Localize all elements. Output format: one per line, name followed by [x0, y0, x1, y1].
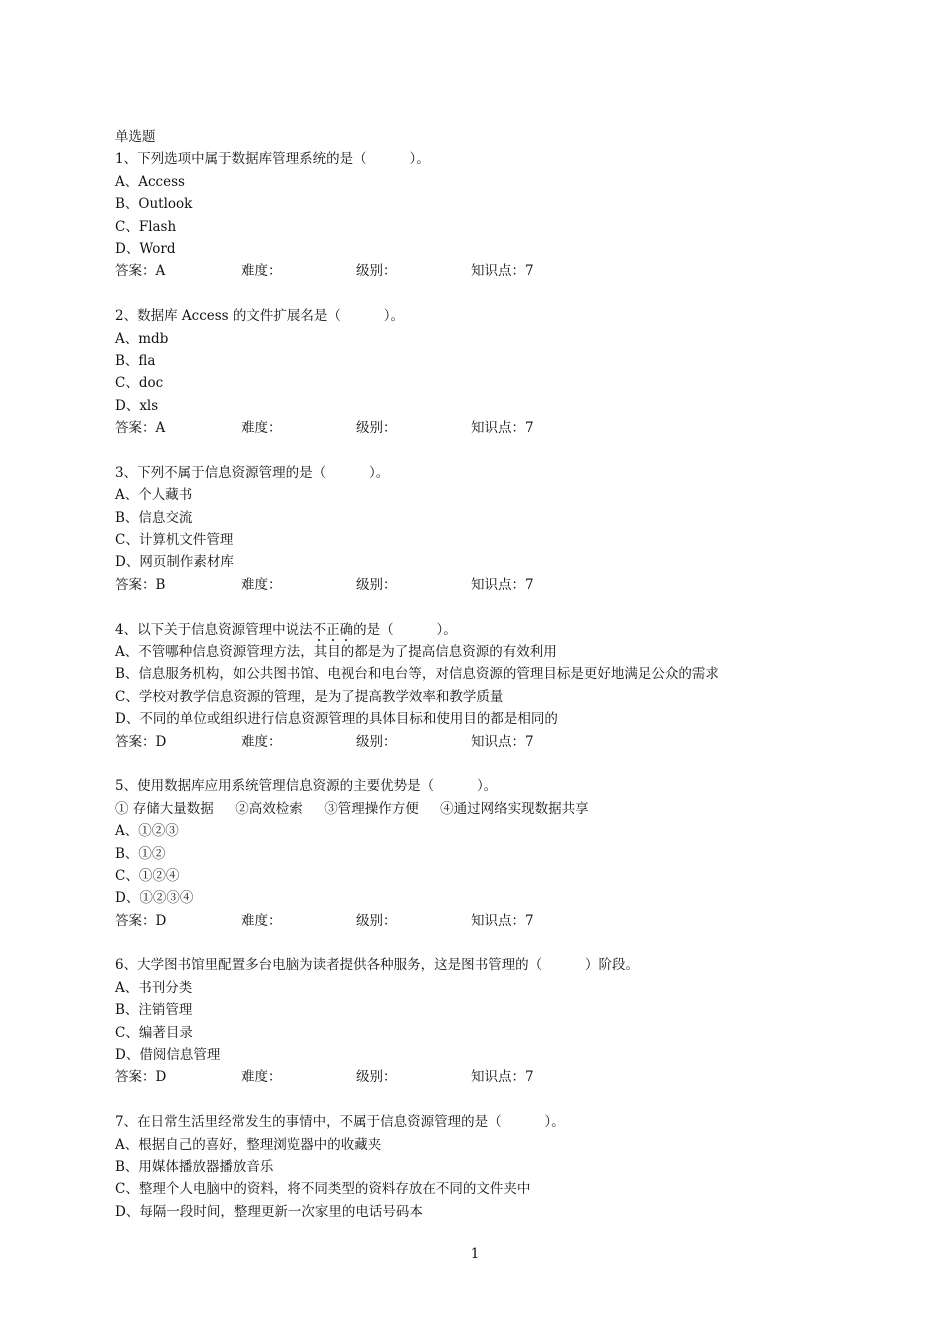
option-d: D、①②③④: [115, 890, 194, 907]
knowledge-field: 知识点：7: [471, 263, 534, 280]
level-label: 级别：: [356, 420, 397, 437]
difficulty-label: 难度：: [241, 733, 282, 750]
option-b: B、fla: [115, 352, 156, 369]
question-stem: 5、使用数据库应用系统管理信息资源的主要优势是（ ）。: [115, 778, 498, 795]
level-label: 级别：: [356, 263, 397, 280]
option-c: C、整理个人电脑中的资料，将不同类型的资料存放在不同的文件夹中: [115, 1181, 531, 1198]
option-d: D、Word: [115, 240, 176, 257]
option-d: D、借阅信息管理: [115, 1047, 221, 1064]
knowledge-field: 知识点：7: [471, 733, 534, 750]
option-a: A、根据自己的喜好，整理浏览器中的收藏夹: [115, 1136, 382, 1153]
option-c: C、计算机文件管理: [115, 532, 234, 549]
level-label: 级别：: [356, 912, 397, 929]
option-b: B、信息交流: [115, 509, 193, 526]
question-stem: 3、下列不属于信息资源管理的是（ ）。: [115, 464, 390, 481]
answer-field: 答案：A: [115, 263, 166, 280]
option-d: D、每隔一段时间，整理更新一次家里的电话号码本: [115, 1203, 423, 1220]
option-d: D、不同的单位或组织进行信息资源管理的具体目标和使用目的都是相同的: [115, 711, 558, 728]
answer-field: 答案：D: [115, 1069, 167, 1086]
question-stem: 2、数据库 Access 的文件扩展名是（ ）。: [115, 308, 405, 325]
option-b: B、用媒体播放器播放音乐: [115, 1158, 274, 1175]
option-a: A、Access: [115, 173, 185, 190]
knowledge-field: 知识点：7: [471, 1069, 534, 1086]
option-c: C、编著目录: [115, 1024, 193, 1041]
difficulty-label: 难度：: [241, 420, 282, 437]
option-d: D、xls: [115, 397, 159, 414]
answer-row: [115, 260, 895, 282]
question-4: [115, 619, 895, 753]
option-a: A、个人藏书: [115, 487, 193, 504]
question-3: [115, 462, 895, 596]
question-1: [115, 148, 895, 282]
option-b: B、Outlook: [115, 196, 193, 213]
section-title: 单选题: [115, 129, 156, 145]
option-b: B、①②: [115, 845, 166, 862]
option-b: B、注销管理: [115, 1002, 193, 1019]
level-label: 级别：: [356, 576, 397, 593]
knowledge-field: 知识点：7: [471, 576, 534, 593]
level-label: 级别：: [356, 1069, 397, 1086]
difficulty-label: 难度：: [241, 912, 282, 929]
answer-field: 答案：D: [115, 912, 167, 929]
option-a: A、mdb: [115, 330, 169, 347]
knowledge-field: 知识点：7: [471, 912, 534, 929]
answer-row: [115, 574, 895, 596]
difficulty-label: 难度：: [241, 1069, 282, 1086]
question-stem: 4、以下关于信息资源管理中说法不正确的是（ ）。: [115, 621, 457, 638]
option-c: C、doc: [115, 375, 164, 392]
option-c: C、学校对教学信息资源的管理，是为了提高教学效率和教学质量: [115, 688, 504, 705]
question-note: ① 存储大量数据 ②高效检索 ③管理操作方便 ④通过网络实现数据共享: [115, 800, 589, 817]
difficulty-label: 难度：: [241, 263, 282, 280]
option-d: D、网页制作素材库: [115, 554, 234, 571]
option-c: C、Flash: [115, 218, 177, 235]
question-7: [115, 1111, 895, 1223]
option-a: A、①②③: [115, 823, 179, 840]
difficulty-label: 难度：: [241, 576, 282, 593]
question-stem: 7、在日常生活里经常发生的事情中，不属于信息资源管理的是（ ）。: [115, 1114, 565, 1131]
question-stem: 6、大学图书馆里配置多台电脑为读者提供各种服务，这是图书管理的（ ）阶段。: [115, 957, 640, 974]
answer-row: [115, 731, 895, 753]
option-a: A、书刊分类: [115, 979, 193, 996]
option-b: B、信息服务机构，如公共图书馆、电视台和电台等，对信息资源的管理目标是更好地满足公众的需求: [115, 666, 719, 683]
option-a: A、不管哪种信息资源管理方法，其目的都是为了提高信息资源的有效利用: [115, 643, 557, 660]
emphasis-char: 不: [312, 621, 327, 638]
emphasis-char: 正: [326, 621, 340, 638]
document-body: [115, 126, 895, 1223]
option-c: C、①②④: [115, 867, 180, 884]
knowledge-field: 知识点：7: [471, 420, 534, 437]
question-5: [115, 775, 895, 932]
answer-field: 答案：B: [115, 576, 166, 593]
level-label: 级别：: [356, 733, 397, 750]
emphasis-char: 确: [339, 621, 354, 638]
answer-row: [115, 1066, 895, 1088]
question-stem: 1、下列选项中属于数据库管理系统的是（ ）。: [115, 151, 430, 168]
question-2: [115, 305, 895, 439]
answer-field: 答案：D: [115, 733, 167, 750]
question-6: [115, 954, 895, 1088]
page-number: 1: [470, 1246, 480, 1262]
answer-row: [115, 910, 895, 932]
answer-row: [115, 417, 895, 439]
answer-field: 答案：A: [115, 420, 166, 437]
